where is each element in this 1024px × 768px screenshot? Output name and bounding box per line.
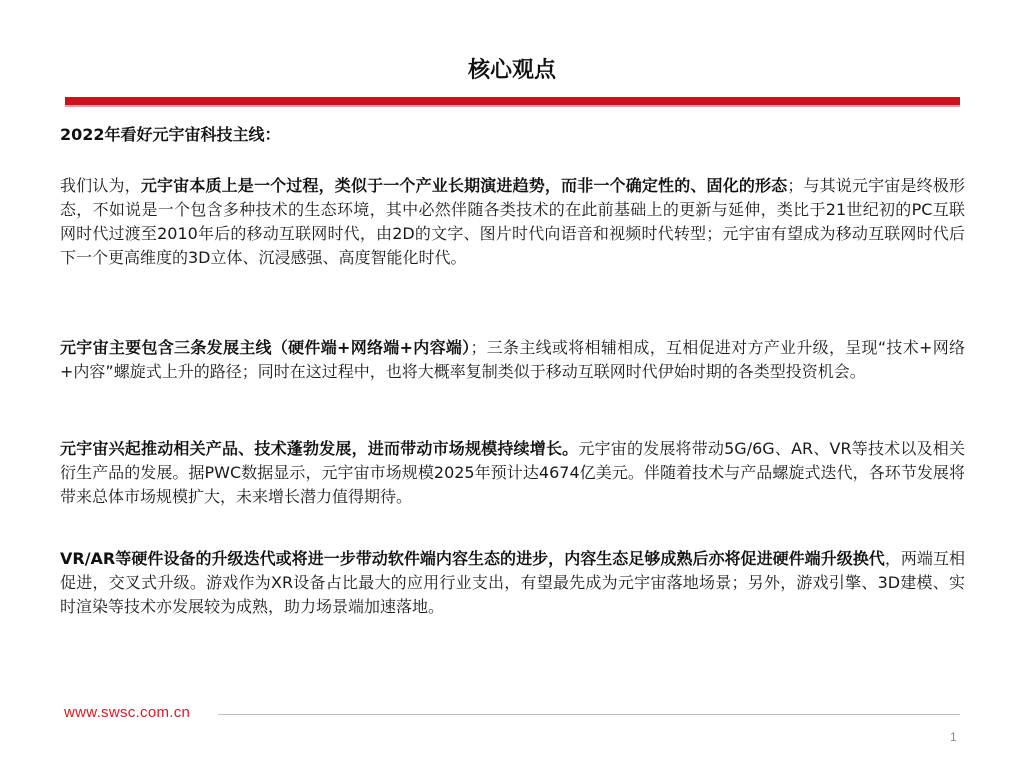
- footer-website-link[interactable]: www.swsc.com.cn: [64, 704, 191, 721]
- paragraph-body-text: ；三条主线或将相辅相成，互相促进对方产业升级，呈现“技术+网络+内容”螺旋式上升的路径；同时在这过程中，也将大概率复制类似于移动互联网时代伊始时期的各类型投资机会。: [60, 338, 965, 381]
- paragraph-bold-text: 元宇宙兴起推动相关产品、技术蓬勃发展，进而带动市场规模持续增长。: [60, 439, 579, 458]
- paragraph-hardware-content: [60, 547, 965, 619]
- paragraph-bold-text: 元宇宙本质上是一个过程，类似于一个产业长期演进趋势，而非一个确定性的、固化的形态: [140, 176, 788, 195]
- section-subtitle: 2022年看好元宇宙科技主线：: [60, 125, 281, 144]
- paragraph-body-text: 元宇宙的发展将带动5G/6G、AR、VR等技术以及相关衍生产品的发展。据PWC数据显示，元宇宙市场规模2025年预计达4674亿美元。伴随着技术与产品螺旋式迭代，各环节发展将带来总体市场规模扩大，未来增长潜力值得期待。: [60, 439, 965, 506]
- paragraph-lead-text: 我们认为，: [60, 176, 141, 195]
- paragraph-three-lines: [60, 336, 965, 384]
- paragraph-body-text: ，两端互相促进，交叉式升级。游戏作为XR设备占比最大的应用行业支出，有望最先成为元宇宙落地场景；另外，游戏引擎、3D建模、实时渲染等技术亦发展较为成熟，助力场景端加速落地。: [60, 549, 965, 616]
- page-title: 核心观点: [467, 58, 556, 83]
- footer-divider: [218, 714, 960, 715]
- page-number: 1: [950, 730, 957, 744]
- paragraph-bold-text: VR/AR等硬件设备的升级迭代或将进一步带动软件端内容生态的进步，内容生态足够成熟后亦将促进硬件端升级换代: [60, 549, 885, 568]
- paragraph-bold-text: 元宇宙主要包含三条发展主线（硬件端+网络端+内容端）: [60, 338, 471, 357]
- paragraph-market-growth: [60, 437, 965, 509]
- title-divider-bar: [65, 97, 960, 105]
- title-divider-shadow: [65, 105, 960, 107]
- paragraph-process: [60, 174, 965, 270]
- paragraph-body-text: ；与其说元宇宙是终极形态，不如说是一个包含多种技术的生态环境，其中必然伴随各类技术的在此前基础上的更新与延伸，类比于21世纪初的PC互联网时代过渡至2010年后的移动互联网时代，由2D的文字、图片时代向语音和视频时代转型；元宇宙有望成为移动互联网时代后下一个更高维度的3D立体、沉浸感强、高度智能化时代。: [60, 176, 965, 267]
